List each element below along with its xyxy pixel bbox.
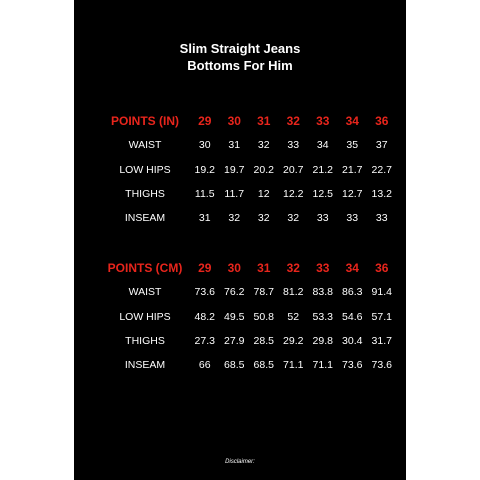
title-line-2: Bottoms For Him xyxy=(187,58,293,73)
table-row xyxy=(100,182,397,206)
table-cell: 34 xyxy=(316,139,329,152)
size-header: 31 xyxy=(257,261,271,275)
table-cell: 33 xyxy=(287,139,300,152)
table-cell: 78.7 xyxy=(253,286,274,299)
table-cell: 28.5 xyxy=(253,334,274,347)
row-label: THIGHS xyxy=(125,334,165,347)
table-cell: 73.6 xyxy=(371,359,392,372)
table-cell: 27.3 xyxy=(194,334,215,347)
table-cell: 12.5 xyxy=(312,187,333,200)
table-cell: 20.7 xyxy=(283,163,304,176)
table-cell: 71.1 xyxy=(312,359,333,372)
row-label: LOW HIPS xyxy=(119,163,171,176)
table-cell: 48.2 xyxy=(194,310,215,323)
row-label: WAIST xyxy=(128,286,162,299)
table-cell: 32 xyxy=(257,139,270,152)
table-cell: 13.2 xyxy=(371,187,392,200)
table-cell: 73.6 xyxy=(194,286,215,299)
table-cell: 52 xyxy=(287,310,300,323)
table-header-label: POINTS (IN) xyxy=(111,114,179,128)
size-header: 34 xyxy=(345,114,359,128)
size-header: 36 xyxy=(375,261,389,275)
table-cell: 76.2 xyxy=(224,286,245,299)
table-cell: 68.5 xyxy=(224,359,245,372)
disclaimer-text: Disclaimer: xyxy=(225,459,255,465)
table-cell: 73.6 xyxy=(342,359,363,372)
title-line-1: Slim Straight Jeans xyxy=(179,41,301,56)
table-row xyxy=(100,304,397,328)
table-cell: 22.7 xyxy=(371,163,392,176)
table-cell: 33 xyxy=(375,212,388,225)
size-header: 29 xyxy=(198,261,212,275)
page-title xyxy=(74,40,406,74)
size-header: 32 xyxy=(286,114,300,128)
table-cell: 32 xyxy=(228,212,241,225)
table-cell: 54.6 xyxy=(342,310,363,323)
table-cell: 32 xyxy=(257,212,270,225)
table-cell: 19.7 xyxy=(224,163,245,176)
size-table-inches xyxy=(100,109,397,231)
table-cell: 21.7 xyxy=(342,163,363,176)
table-cell: 31.7 xyxy=(371,334,392,347)
size-header: 33 xyxy=(316,261,330,275)
table-row xyxy=(100,157,397,181)
table-cell: 19.2 xyxy=(194,163,215,176)
table-header-label: POINTS (CM) xyxy=(107,261,183,275)
table-cell: 66 xyxy=(198,359,211,372)
table-cell: 81.2 xyxy=(283,286,304,299)
table-cell: 53.3 xyxy=(312,310,333,323)
table-cell: 12 xyxy=(257,187,270,200)
table-cell: 91.4 xyxy=(371,286,392,299)
table-cell: 30 xyxy=(198,139,211,152)
table-cell: 12.7 xyxy=(342,187,363,200)
size-header: 29 xyxy=(198,114,212,128)
table-cell: 31 xyxy=(198,212,211,225)
table-cell: 33 xyxy=(316,212,329,225)
row-label: LOW HIPS xyxy=(119,310,171,323)
table-cell: 49.5 xyxy=(224,310,245,323)
row-label: WAIST xyxy=(128,139,162,152)
table-cell: 35 xyxy=(346,139,359,152)
table-cell: 83.8 xyxy=(312,286,333,299)
table-cell: 68.5 xyxy=(253,359,274,372)
table-row xyxy=(100,133,397,157)
row-label: INSEAM xyxy=(124,359,166,372)
table-cell: 29.2 xyxy=(283,334,304,347)
table-cell: 29.8 xyxy=(312,334,333,347)
table-cell: 57.1 xyxy=(371,310,392,323)
table-cell: 71.1 xyxy=(283,359,304,372)
table-cell: 86.3 xyxy=(342,286,363,299)
size-header: 32 xyxy=(286,261,300,275)
size-header: 30 xyxy=(227,261,241,275)
table-cell: 21.2 xyxy=(312,163,333,176)
table-cell: 27.9 xyxy=(224,334,245,347)
row-label: THIGHS xyxy=(125,187,165,200)
table-row xyxy=(100,353,397,377)
row-label: INSEAM xyxy=(124,212,166,225)
size-chart-sheet xyxy=(74,0,406,480)
size-header: 34 xyxy=(345,261,359,275)
table-cell: 31 xyxy=(228,139,241,152)
size-header: 36 xyxy=(375,114,389,128)
table-cell: 30.4 xyxy=(342,334,363,347)
table-row xyxy=(100,329,397,353)
size-header: 33 xyxy=(316,114,330,128)
size-header: 30 xyxy=(227,114,241,128)
table-row xyxy=(100,206,397,230)
table-header-row xyxy=(100,109,397,133)
table-cell: 50.8 xyxy=(253,310,274,323)
table-cell: 37 xyxy=(375,139,388,152)
size-header: 31 xyxy=(257,114,271,128)
table-row xyxy=(100,280,397,304)
table-header-row xyxy=(100,256,397,280)
table-cell: 33 xyxy=(346,212,359,225)
size-table-centimeters xyxy=(100,256,397,378)
table-cell: 12.2 xyxy=(283,187,304,200)
table-cell: 20.2 xyxy=(253,163,274,176)
table-cell: 11.7 xyxy=(224,187,245,200)
table-cell: 11.5 xyxy=(194,187,215,200)
table-cell: 32 xyxy=(287,212,300,225)
